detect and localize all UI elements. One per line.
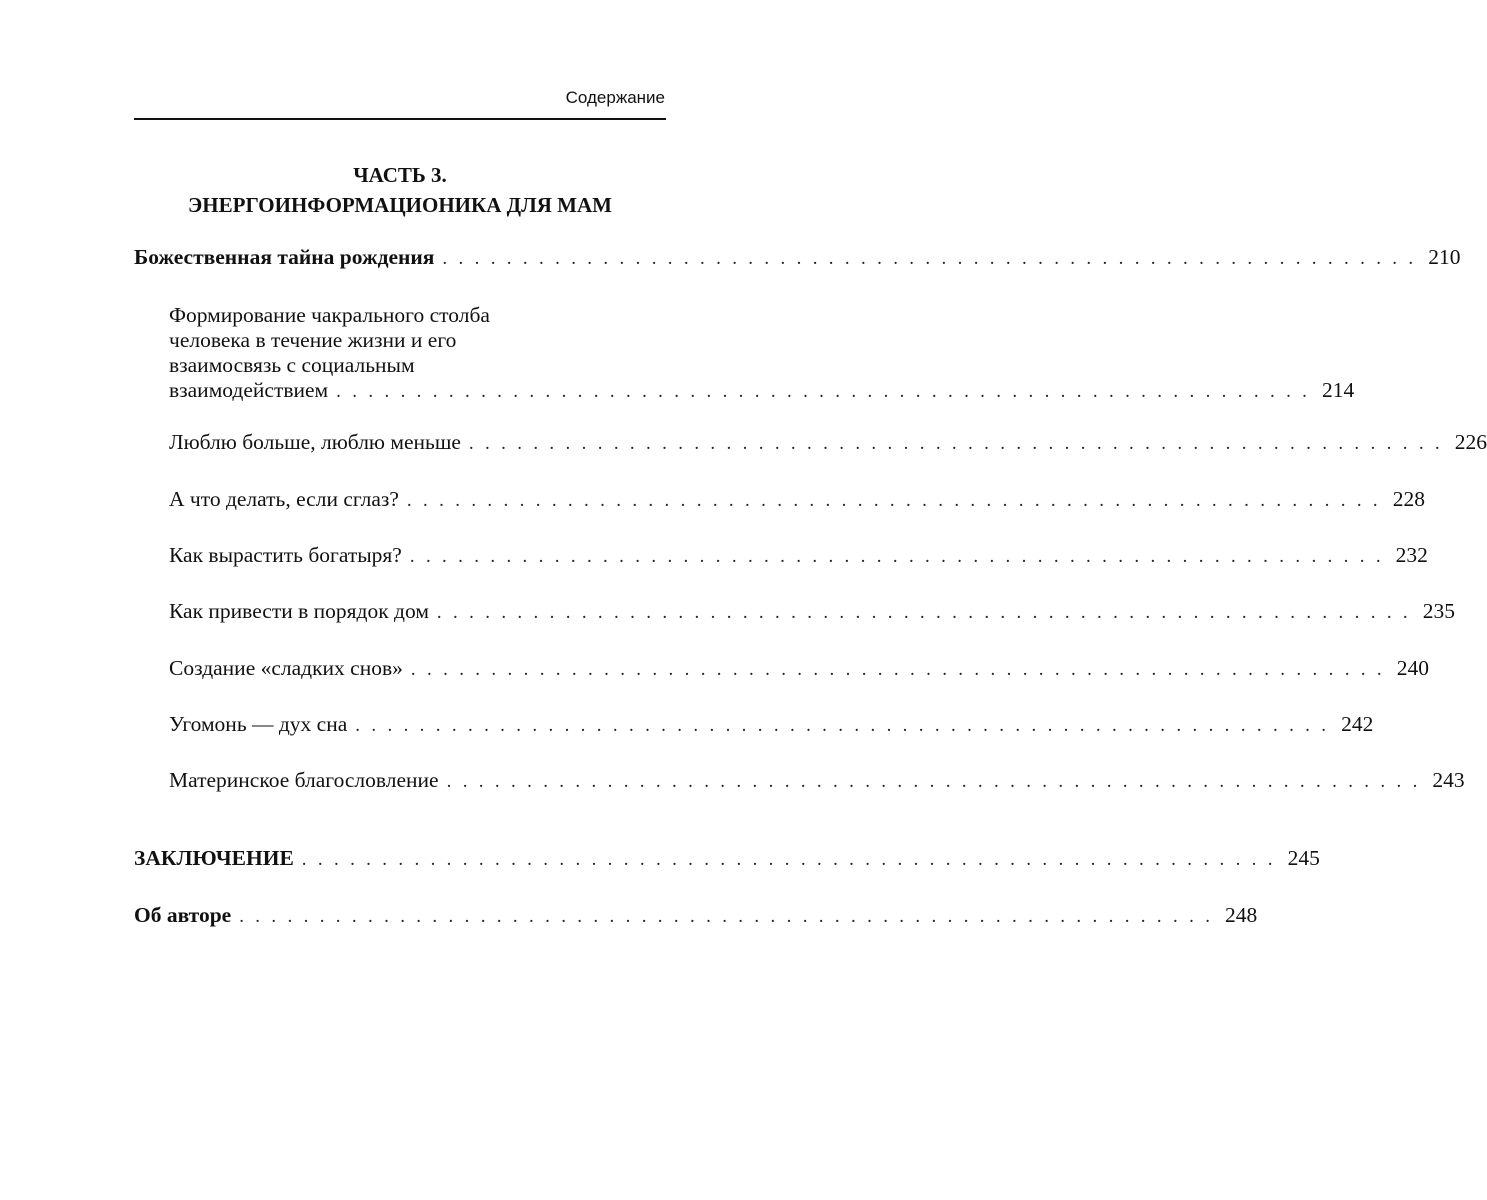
toc-entry-title: Как вырастить богатыря? [169,543,402,567]
part-heading [134,160,666,220]
header-rule [134,118,666,120]
dot-leader: . . . . . . . . . . . . . . . . . . . . . . . . . . . . . . . . . . . . . . . . . . . . . . . . . . . . . . . . . . . . . [355,715,1330,736]
toc-entry-title: взаимодействием [169,378,329,402]
toc-entry[interactable] [169,768,1465,794]
dot-leader: . . . . . . . . . . . . . . . . . . . . . . . . . . . . . . . . . . . . . . . . . . . . . . . . . . . . . . . . . . . . . [442,248,1417,269]
part-title: ЭНЕРГОИНФОРМАЦИОНИКА ДЛЯ МАМ [188,193,612,217]
toc-entry[interactable] [134,846,1320,872]
toc-entry[interactable] [169,599,1455,625]
toc-entry-page: 242 [1341,712,1374,736]
toc-entry[interactable] [169,543,1428,569]
toc-entry[interactable] [169,430,1487,456]
toc-entry-title: Как привести в порядок дом [169,599,429,623]
toc-entry-page: 245 [1287,846,1320,870]
toc-entry-title-line: человека в течение жизни и его [169,328,457,352]
toc-entry-page: 248 [1225,903,1258,927]
dot-leader: . . . . . . . . . . . . . . . . . . . . . . . . . . . . . . . . . . . . . . . . . . . . . . . . . . . . . . . . . . . . . [336,381,1311,402]
toc-entry-title: Божественная тайна рождения [134,245,435,269]
toc-entry-page: 235 [1422,599,1455,623]
toc-entry-title: Угомонь — дух сна [169,712,348,736]
toc-entry-title: Об авторе [134,903,232,927]
toc-entry[interactable] [169,712,1374,738]
toc-entry[interactable] [169,656,1429,682]
dot-leader: . . . . . . . . . . . . . . . . . . . . . . . . . . . . . . . . . . . . . . . . . . . . . . . . . . . . . . . . . . . . . [468,433,1443,454]
toc-entry-title: Материнское благословление [169,768,439,792]
dot-leader: . . . . . . . . . . . . . . . . . . . . . . . . . . . . . . . . . . . . . . . . . . . . . . . . . . . . . . . . . . . . . [436,602,1411,623]
dot-leader: . . . . . . . . . . . . . . . . . . . . . . . . . . . . . . . . . . . . . . . . . . . . . . . . . . . . . . . . . . . . . [406,490,1381,511]
toc-entry-page: 214 [1321,378,1355,402]
toc-entry[interactable] [134,903,1258,929]
toc-entry-title-line: Формирование чакрального столба [169,303,490,327]
toc-entry[interactable] [134,245,1461,271]
dot-leader: . . . . . . . . . . . . . . . . . . . . . . . . . . . . . . . . . . . . . . . . . . . . . . . . . . . . . . . . . . . . . [239,906,1214,927]
dot-leader: . . . . . . . . . . . . . . . . . . . . . . . . . . . . . . . . . . . . . . . . . . . . . . . . . . . . . . . . . . . . . [446,771,1421,792]
toc-entry-page: 210 [1428,245,1461,269]
toc-entry-page: 226 [1454,430,1487,454]
toc-entry-title: Люблю больше, люблю меньше [169,430,461,454]
toc-entry[interactable] [169,487,1425,513]
toc-entry[interactable] [169,303,1355,404]
toc-entry-title: А что делать, если сглаз? [169,487,399,511]
dot-leader: . . . . . . . . . . . . . . . . . . . . . . . . . . . . . . . . . . . . . . . . . . . . . . . . . . . . . . . . . . . . . [301,849,1276,870]
dot-leader: . . . . . . . . . . . . . . . . . . . . . . . . . . . . . . . . . . . . . . . . . . . . . . . . . . . . . . . . . . . . . [409,546,1384,567]
toc-entry-page: 243 [1432,768,1465,792]
toc-entry-title-line: взаимосвязь с социальным [169,353,415,377]
toc-entry-page: 240 [1396,656,1429,680]
toc-entry-title-lines [169,303,666,378]
toc-entry-page: 228 [1392,487,1425,511]
dot-leader: . . . . . . . . . . . . . . . . . . . . . . . . . . . . . . . . . . . . . . . . . . . . . . . . . . . . . . . . . . . . . [410,659,1385,680]
toc-entry-title: ЗАКЛЮЧЕНИЕ [134,846,294,870]
running-head: Содержание [565,88,665,107]
part-number: ЧАСТЬ 3. [353,163,447,187]
toc-entry-title: Создание «сладких снов» [169,656,403,680]
toc-entry-page: 232 [1395,543,1428,567]
